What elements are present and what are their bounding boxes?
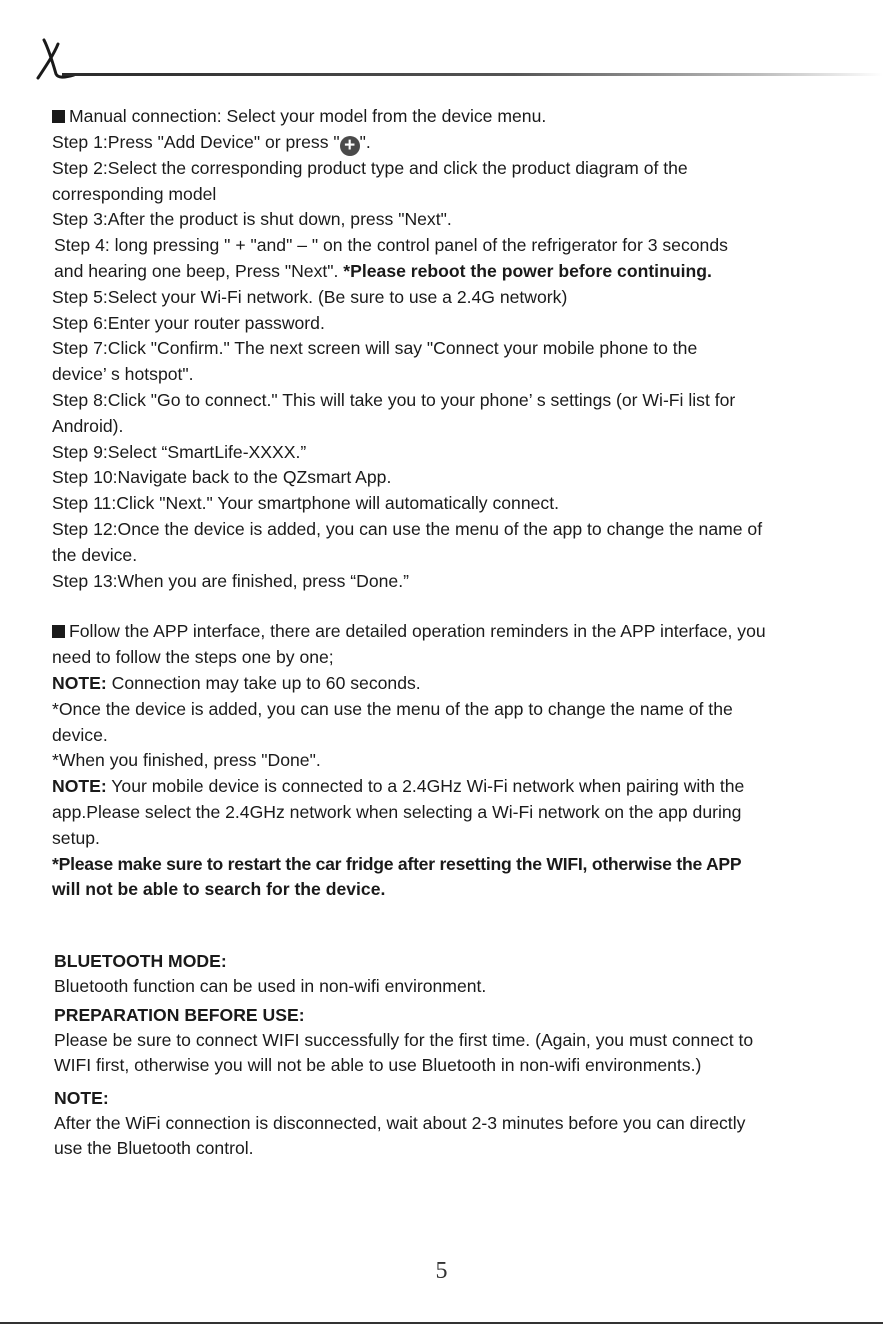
- step-12: Step 12:Once the device is added, you can use the menu of the app to change the name of: [52, 518, 763, 539]
- bluetooth-section: [52, 949, 827, 1161]
- add-device-plus-icon: +: [340, 136, 360, 156]
- step-8-continued: Android).: [52, 415, 124, 436]
- follow-app-text: Follow the APP interface, there are detailed operation reminders in the APP interface, you: [52, 619, 827, 645]
- restart-warning-continued: will not be able to search for the device.: [52, 879, 386, 900]
- step-7-continued: device’ s hotspot".: [52, 364, 194, 385]
- preparation-text: Please be sure to connect WIFI successfully for the first time. (Again, you must connect to: [54, 1030, 754, 1051]
- step-4-continued: and hearing one beep, Press "Next". *Please reboot the power before continuing.: [54, 260, 712, 281]
- page-number: 5: [435, 1258, 448, 1284]
- step-2-continued: corresponding model: [52, 183, 217, 204]
- step-3: Step 3:After the product is shut down, press "Next".: [52, 209, 452, 230]
- bullet-square-icon: [52, 110, 65, 123]
- follow-app-text-continued: need to follow the steps one by one;: [52, 647, 334, 668]
- step-1: Step 1:Press "Add Device" or press " + ".: [52, 131, 371, 156]
- preparation-heading: PREPARATION BEFORE USE:: [54, 1005, 305, 1026]
- manual-intro: Manual connection: Select your model from the device menu.: [52, 104, 827, 130]
- step-13: Step 13:When you are finished, press “Done.”: [52, 570, 409, 591]
- step-4: Step 4: long pressing " + "and" – " on the control panel of the refrigerator for 3 seconds: [54, 235, 728, 256]
- page-content: [52, 104, 827, 1161]
- bluetooth-note-text: After the WiFi connection is disconnected, wait about 2-3 minutes before you can directly: [54, 1113, 746, 1134]
- rename-device-text-continued: device.: [52, 724, 108, 745]
- bluetooth-note-text-continued: use the Bluetooth control.: [54, 1138, 254, 1159]
- step-6: Step 6:Enter your router password.: [52, 312, 325, 333]
- network-note: NOTE: Your mobile device is connected to a 2.4GHz Wi-Fi network when pairing with the: [52, 776, 745, 797]
- step-2: Step 2:Select the corresponding product type and click the product diagram of the: [52, 157, 688, 178]
- rename-device-text: *Once the device is added, you can use the menu of the app to change the name of the: [52, 698, 733, 719]
- network-note-continued: app.Please select the 2.4GHz network when selecting a Wi-Fi network on the app during: [52, 801, 742, 822]
- step-10: Step 10:Navigate back to the QZsmart App.: [52, 467, 392, 488]
- header-rule: [62, 73, 883, 76]
- step-5: Step 5:Select your Wi-Fi network. (Be sure to use a 2.4G network): [52, 286, 568, 307]
- step-7: Step 7:Click "Confirm." The next screen will say "Connect your mobile phone to the: [52, 338, 698, 359]
- step-8: Step 8:Click "Go to connect." This will take you to your phone’ s settings (or Wi-Fi list for: [52, 389, 736, 410]
- connection-note: NOTE: Connection may take up to 60 seconds.: [52, 672, 421, 693]
- bluetooth-mode-text: Bluetooth function can be used in non-wifi environment.: [54, 976, 487, 997]
- step-9: Step 9:Select “SmartLife-XXXX.”: [52, 441, 307, 462]
- bullet-square-icon: [52, 625, 65, 638]
- preparation-text-continued: WIFI first, otherwise you will not be able to use Bluetooth in non-wifi environments.): [54, 1055, 702, 1076]
- done-text: *When you finished, press "Done".: [52, 750, 321, 771]
- restart-warning: *Please make sure to restart the car fridge after resetting the WIFI, otherwise the APP: [52, 853, 742, 874]
- bluetooth-note-heading: NOTE:: [54, 1088, 109, 1109]
- step-11: Step 11:Click "Next." Your smartphone will automatically connect.: [52, 493, 559, 514]
- reboot-warning: *Please reboot the power before continuing.: [343, 260, 712, 281]
- step-12-continued: the device.: [52, 544, 138, 565]
- bluetooth-mode-heading: BLUETOOTH MODE:: [54, 951, 227, 972]
- network-note-end: setup.: [52, 827, 100, 848]
